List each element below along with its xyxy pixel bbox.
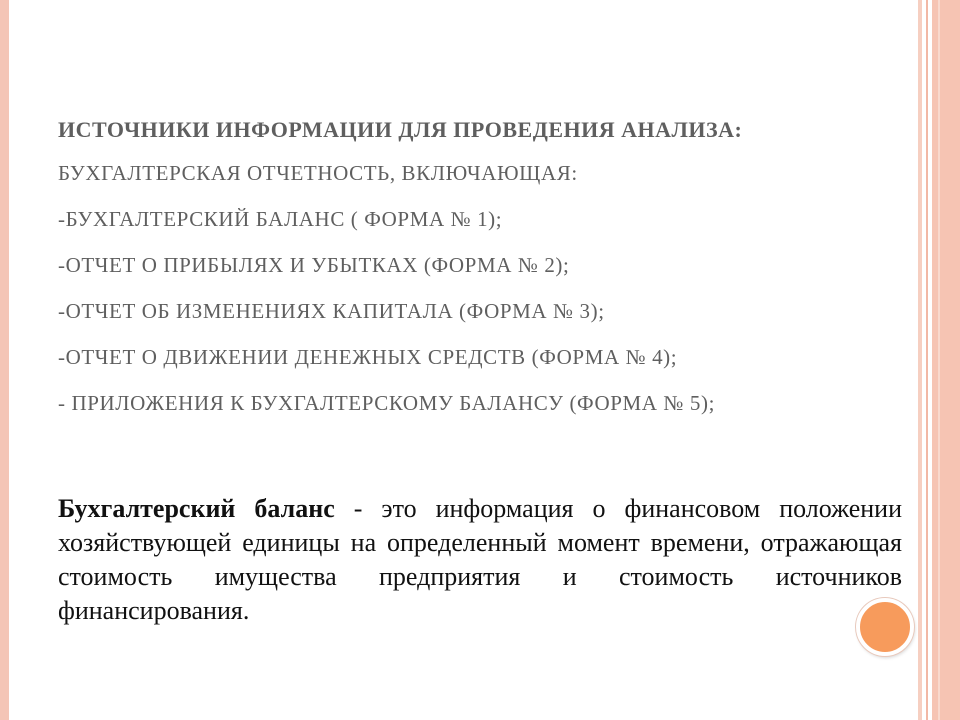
slide-frame-right-stripe [938,0,940,720]
sources-list [58,150,902,426]
list-item: БУХГАЛТЕРСКАЯ ОТЧЕТНОСТЬ, ВКЛЮЧАЮЩАЯ: [58,161,578,185]
decorative-circle [856,598,914,656]
slide-frame-right-band [932,0,960,720]
list-item: -БУХГАЛТЕРСКИЙ БАЛАНС ( ФОРМА № 1); [58,207,503,231]
list-item: -ОТЧЕТ О ПРИБЫЛЯХ И УБЫТКАХ (ФОРМА № 2); [58,253,570,277]
slide-frame-right-stripe [918,0,922,720]
definition-paragraph [58,492,902,628]
list-item: -ОТЧЕТ О ДВИЖЕНИИ ДЕНЕЖНЫХ СРЕДСТВ (ФОРМА № 4); [58,345,678,369]
slide-frame-left [0,0,9,720]
list-item: - ПРИЛОЖЕНИЯ К БУХГАЛТЕРСКОМУ БАЛАНСУ (ФОРМА № 5); [58,391,716,415]
definition-text: - это информация о финансовом положении хозяйствующей единицы на определенный момент времени, отражающая стоимость имущества предприятия и стоимость источников финансирования. [58,494,903,625]
slide-frame-right-stripe [926,0,928,720]
slide-content [58,110,902,426]
slide-title: ИСТОЧНИКИ ИНФОРМАЦИИ ДЛЯ ПРОВЕДЕНИЯ АНАЛИЗА: [58,117,743,142]
list-item: -ОТЧЕТ ОБ ИЗМЕНЕНИЯХ КАПИТАЛА (ФОРМА № 3); [58,299,605,323]
definition-term: Бухгалтерский баланс [58,494,335,523]
